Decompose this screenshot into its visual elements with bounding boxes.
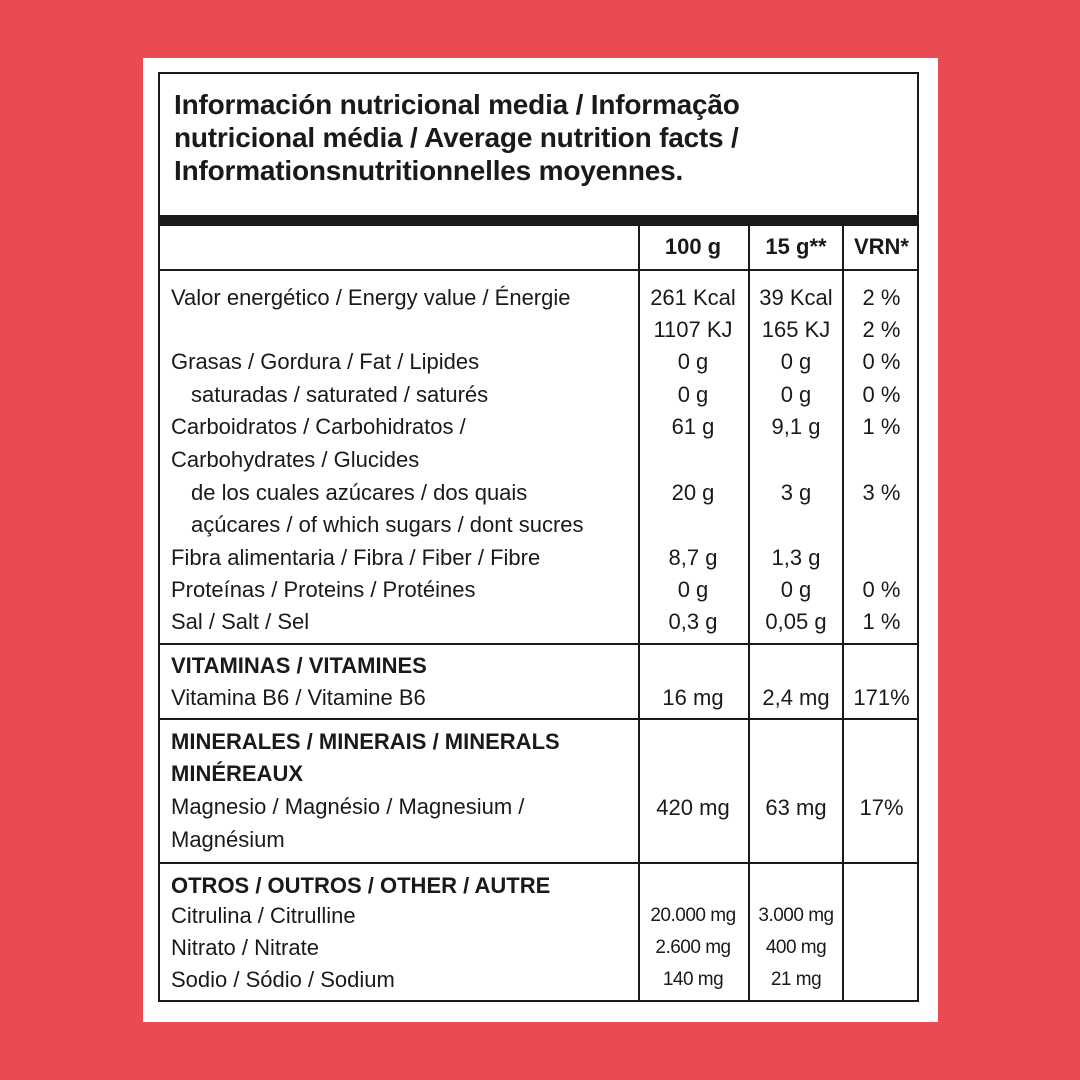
carbs-100g: 61 g [671,414,715,439]
salt-15g: 0,05 g [765,609,827,634]
vitamin-b6-15g: 2,4 mg [762,685,830,710]
energy-kj-15g: 165 KJ [761,317,831,342]
other-divider [160,862,917,864]
salt-vrn: 1 % [862,609,901,634]
citrulline-label: Citrulina / Citrulline [171,903,356,928]
salt-label: Sal / Salt / Sel [171,609,310,634]
minerals-divider [160,718,917,720]
column-header-100g: 100 g [664,234,722,259]
energy-kj-100g: 1107 KJ [653,317,733,342]
energy-kcal-100g: 261 Kcal [650,285,736,310]
protein-100g: 0 g [677,577,709,602]
fat-label: Grasas / Gordura / Fat / Lipides [171,349,480,374]
energy-kcal-vrn: 2 % [862,285,901,310]
other-heading: OTROS / OUTROS / OTHER / AUTRE [171,873,551,898]
nitrate-label: Nitrato / Nitrate [171,935,319,960]
magnesium-15g: 63 mg [765,795,827,820]
minerals-heading-line-1: MINERALES / MINERAIS / MINERALS [171,729,560,754]
vitamins-heading: VITAMINAS / VITAMINES [171,653,427,678]
saturated-label: saturadas / saturated / saturés [191,382,489,407]
citrulline-15g: 3.000 mg [758,905,834,926]
carbs-vrn: 1 % [862,414,901,439]
fat-15g: 0 g [780,349,812,374]
sodium-label: Sodio / Sódio / Sodium [171,967,395,992]
salt-100g: 0,3 g [668,609,718,634]
vitamins-divider [160,643,917,645]
magnesium-label-line-2: Magnésium [171,827,285,852]
carbs-label-line-2: Carbohydrates / Glucides [171,447,420,472]
protein-15g: 0 g [780,577,812,602]
header-divider [160,269,917,271]
saturated-15g: 0 g [780,382,812,407]
sodium-100g: 140 mg [662,969,724,990]
fat-vrn: 0 % [862,349,901,374]
protein-label: Proteínas / Proteins / Protéines [171,577,476,602]
magnesium-vrn: 17% [859,795,904,820]
energy-label: Valor energético / Energy value / Énergie [171,285,571,310]
sugars-label-line-1: de los cuales azúcares / dos quais [191,480,528,505]
sugars-15g: 3 g [780,480,812,505]
vitamin-b6-100g: 16 mg [662,685,724,710]
energy-kcal-15g: 39 Kcal [759,285,833,310]
column-header-vrn: VRN* [853,234,909,259]
carbs-label-line-1: Carboidratos / Carbohidratos / [171,414,466,439]
fat-100g: 0 g [677,349,709,374]
column-header-15g: 15 g** [765,234,827,259]
saturated-100g: 0 g [677,382,709,407]
title-line-3: Informationsnutritionnelles moyennes. [174,155,684,186]
title-line-2: nutricional média / Average nutrition facts / [174,122,739,153]
vitamin-b6-vrn: 171% [853,685,910,710]
sodium-15g: 21 mg [770,969,822,990]
sugars-label-line-2: açúcares / of which sugars / dont sucres [191,512,584,537]
saturated-vrn: 0 % [862,382,901,407]
sugars-100g: 20 g [671,480,715,505]
table-title [174,88,894,187]
nutrition-table [158,72,919,1002]
vitamin-b6-label: Vitamina B6 / Vitamine B6 [171,685,426,710]
magnesium-100g: 420 mg [656,795,730,820]
magnesium-label-line-1: Magnesio / Magnésio / Magnesium / [171,794,525,819]
carbs-15g: 9,1 g [771,414,821,439]
title-line-1: Información nutricional media / Informação [174,89,740,120]
nitrate-15g: 400 mg [765,937,827,958]
fiber-100g: 8,7 g [668,545,718,570]
protein-vrn: 0 % [862,577,901,602]
fiber-label: Fibra alimentaria / Fibra / Fiber / Fibre [171,545,541,570]
nitrate-100g: 2.600 mg [655,937,731,958]
minerals-heading-line-2: MINÉREAUX [171,761,304,786]
energy-kj-vrn: 2 % [862,317,901,342]
sugars-vrn: 3 % [862,480,901,505]
fiber-15g: 1,3 g [771,545,821,570]
title-divider [160,215,917,226]
citrulline-100g: 20.000 mg [650,905,736,926]
